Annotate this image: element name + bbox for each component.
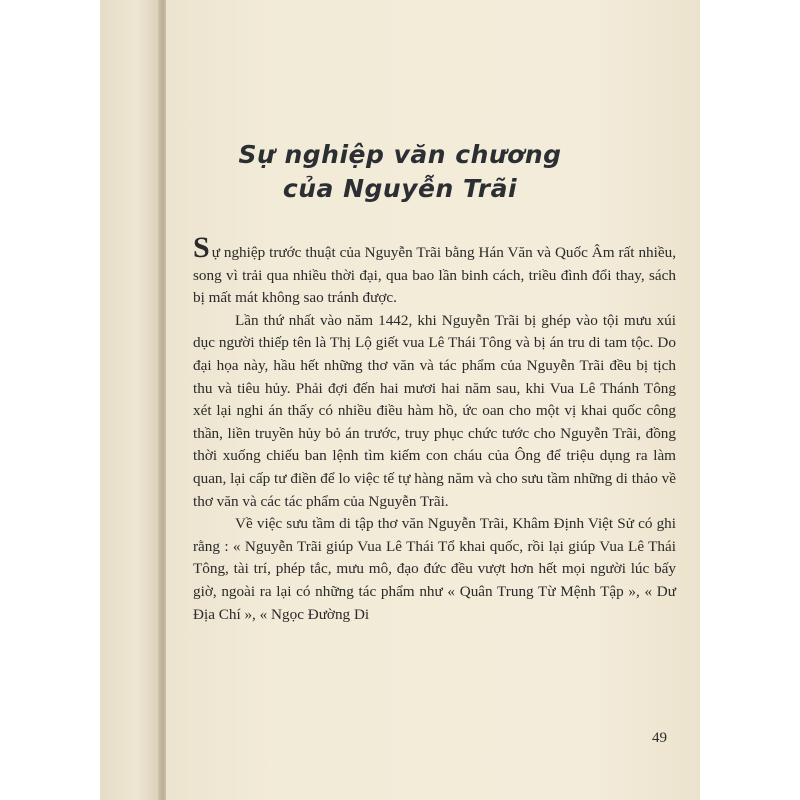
chapter-title-line-2: của Nguyễn Trãi: [282, 174, 518, 203]
paragraph-1-text: ự nghiệp trước thuật của Nguyễn Trãi bằng Hán Văn và Quốc Âm rất nhiều, song vì trải qua nhiều thời đại, qua bao lần binh cách, triều đình đổi thay, sách bị mất mát không sao tránh được.: [193, 244, 676, 307]
drop-cap: S: [193, 231, 210, 264]
paragraph-3: Về việc sưu tầm di tập thơ văn Nguyễn Trãi, Khâm Định Việt Sử có ghi rằng : « Nguyễn Trãi giúp Vua Lê Thái Tổ khai quốc, rồi lại giúp Vua Lê Thái Tông, tài trí, phép tắc, mưu mô, đạo đức đều vượt hơn hết mọi người lúc bấy giờ, ngoài ra lại có những tác phẩm như « Quân Trung Từ Mệnh Tập », « Dư Địa Chí », « Ngọc Đường Di: [193, 515, 676, 623]
body-text: [193, 231, 676, 626]
scan-margin-right: [700, 0, 800, 800]
paragraph-2: Lần thứ nhất vào năm 1442, khi Nguyễn Trãi bị ghép vào tội mưu xúi dục người thiếp tên là Thị Lộ giết vua Lê Thái Tông và bị án tru di tam tộc. Do đại họa này, hầu hết những thơ văn và tác phẩm của Nguyễn Trãi đều bị tịch thu và tiêu hủy. Phải đợi đến hai mươi hai năm sau, khi Vua Lê Thánh Tông xét lại nghi án thấy có nhiều điều hàm hồ, ức oan cho một vị khai quốc công thần, liền truyền hủy bỏ án trước, truy phục chức tước cho Nguyễn Trãi, đồng thời xuống chiếu ban lệnh tìm kiếm con cháu của Ông để triệu dụng ra làm quan, lại cấp tư điền để lo việc tế tự hàng năm và cho sưu tầm những di thảo về thơ văn và các tác phẩm của Nguyễn Trãi.: [193, 311, 676, 510]
chapter-title: [200, 138, 600, 206]
previous-page-edge: [100, 0, 162, 800]
scan-margin-left: [0, 0, 100, 800]
page-number: 49: [652, 730, 667, 746]
paragraph-1: [193, 231, 676, 310]
chapter-title-line-1: Sự nghiệp văn chương: [238, 140, 562, 169]
